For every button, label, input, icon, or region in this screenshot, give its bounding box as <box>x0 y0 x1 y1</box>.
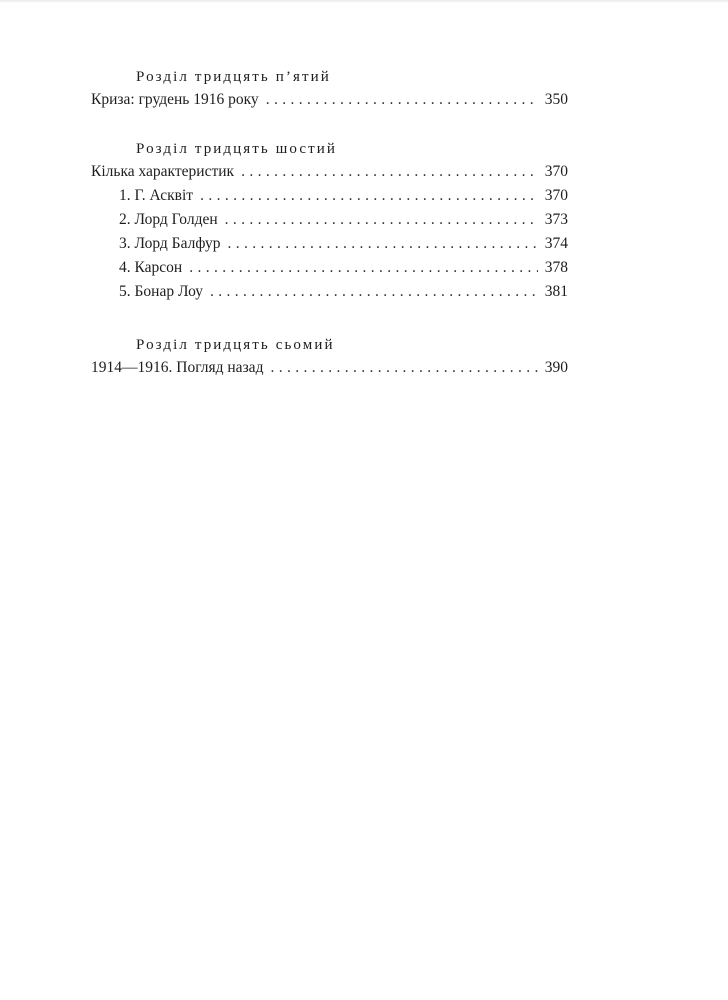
toc-subentry[interactable] <box>91 256 568 280</box>
entry-title: 1914—1916. Погляд назад <box>91 359 264 376</box>
dot-leader <box>270 356 537 380</box>
entry-title: 3. Лорд Балфур <box>119 235 221 252</box>
page-number: 381 <box>544 283 568 300</box>
toc-section-36 <box>91 138 568 304</box>
toc-entry[interactable] <box>91 160 568 184</box>
page-number: 350 <box>544 91 568 108</box>
entry-title: Криза: грудень 1916 року <box>91 91 259 108</box>
dot-leader <box>225 208 538 232</box>
page-number: 374 <box>544 235 568 252</box>
entry-title: 5. Бонар Лоу <box>119 283 203 300</box>
toc-subentry[interactable] <box>91 184 568 208</box>
dot-leader <box>210 280 538 304</box>
toc-section-37 <box>91 334 568 380</box>
dot-leader <box>266 88 538 112</box>
toc-subentry[interactable] <box>91 280 568 304</box>
section-heading: Розділ тридцять п’ятий <box>136 69 331 85</box>
entry-title: 4. Карсон <box>119 259 183 276</box>
toc-subentry[interactable] <box>91 232 568 256</box>
toc-subentry[interactable] <box>91 208 568 232</box>
dot-leader <box>228 232 538 256</box>
toc-section-35 <box>91 66 568 112</box>
page-number: 373 <box>544 211 568 228</box>
dot-leader <box>200 184 538 208</box>
toc-entry[interactable] <box>91 356 568 380</box>
dot-leader <box>241 160 538 184</box>
entry-title: 1. Г. Асквіт <box>119 187 194 204</box>
page-number: 390 <box>544 359 568 376</box>
page-number: 378 <box>544 259 568 276</box>
section-heading: Розділ тридцять шостий <box>136 141 338 157</box>
toc-entry[interactable] <box>91 88 568 112</box>
entry-title: Кілька характеристик <box>91 163 235 180</box>
page-number: 370 <box>544 187 568 204</box>
page-number: 370 <box>544 163 568 180</box>
entry-title: 2. Лорд Голден <box>119 211 218 228</box>
dot-leader <box>189 256 538 280</box>
section-heading: Розділ тридцять сьомий <box>136 337 335 353</box>
